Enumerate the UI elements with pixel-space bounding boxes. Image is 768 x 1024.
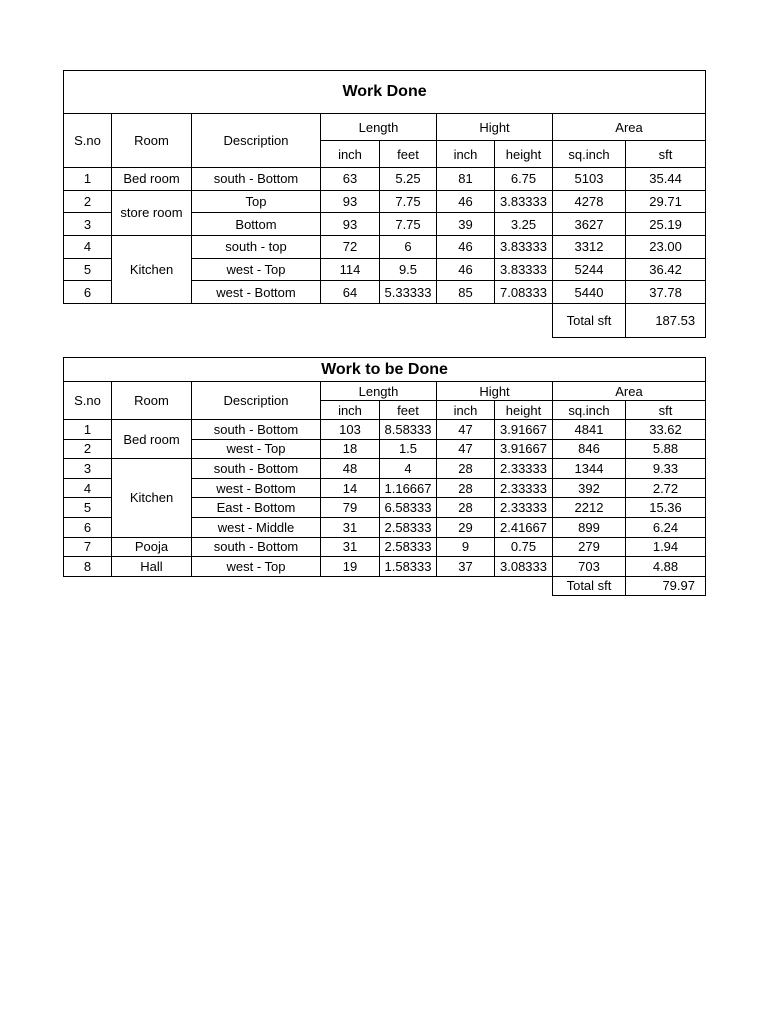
subheader-feet: feet [380,141,437,168]
cell-area-sft: 35.44 [626,168,706,191]
cell-description: west - Bottom [192,478,321,498]
cell-length-feet: 5.33333 [380,281,437,304]
cell-hight-inch: 37 [437,557,495,577]
table-row [64,459,706,479]
cell-area-sqinch: 846 [553,439,626,459]
header-room: Room [112,114,192,168]
cell-hight-inch: 81 [437,168,495,191]
cell-description: East - Bottom [192,498,321,518]
cell-sno: 4 [64,236,112,259]
subheader-sft: sft [626,141,706,168]
header-length: Length [321,114,437,141]
cell-room: Bed room [112,420,192,459]
table-row [64,236,706,259]
header-sno: S.no [64,114,112,168]
cell-hight-height: 3.83333 [495,258,553,281]
cell-hight-inch: 46 [437,190,495,213]
cell-length-feet: 6 [380,236,437,259]
subheader-sqinch: sq.inch [553,401,626,420]
header-area: Area [553,382,706,401]
total-spacer [64,304,553,338]
subheader-inch: inch [321,141,380,168]
cell-area-sft: 23.00 [626,236,706,259]
cell-area-sft: 6.24 [626,517,706,537]
work-done-table [63,70,706,338]
cell-hight-inch: 28 [437,478,495,498]
cell-area-sft: 29.71 [626,190,706,213]
cell-length-feet: 6.58333 [380,498,437,518]
cell-length-inch: 79 [321,498,380,518]
cell-sno: 8 [64,557,112,577]
cell-area-sqinch: 5103 [553,168,626,191]
cell-length-inch: 63 [321,168,380,191]
table-row [64,537,706,557]
header-description: Description [192,114,321,168]
cell-room: Kitchen [112,459,192,537]
cell-hight-inch: 47 [437,420,495,440]
cell-sno: 4 [64,478,112,498]
cell-length-feet: 7.75 [380,213,437,236]
total-value: 187.53 [626,304,706,338]
header-area: Area [553,114,706,141]
cell-hight-height: 2.33333 [495,459,553,479]
cell-description: south - Bottom [192,459,321,479]
cell-hight-height: 7.08333 [495,281,553,304]
cell-area-sqinch: 5440 [553,281,626,304]
cell-hight-height: 2.33333 [495,498,553,518]
cell-area-sft: 15.36 [626,498,706,518]
table-row [64,190,706,213]
cell-length-feet: 1.58333 [380,557,437,577]
cell-description: south - Bottom [192,168,321,191]
cell-sno: 3 [64,459,112,479]
total-spacer [64,576,553,595]
cell-room: Hall [112,557,192,577]
cell-description: west - Top [192,258,321,281]
cell-hight-height: 3.83333 [495,236,553,259]
cell-hight-inch: 85 [437,281,495,304]
header-hight: Hight [437,114,553,141]
cell-area-sft: 25.19 [626,213,706,236]
header-description: Description [192,382,321,420]
cell-hight-height: 3.25 [495,213,553,236]
cell-description: south - Bottom [192,537,321,557]
cell-description: south - Bottom [192,420,321,440]
total-label: Total sft [553,576,626,595]
cell-sno: 6 [64,517,112,537]
cell-sno: 7 [64,537,112,557]
cell-area-sft: 9.33 [626,459,706,479]
cell-room: Kitchen [112,236,192,304]
subheader-sqinch: sq.inch [553,141,626,168]
cell-length-inch: 64 [321,281,380,304]
cell-area-sqinch: 392 [553,478,626,498]
cell-description: west - Middle [192,517,321,537]
table-row [64,557,706,577]
cell-area-sqinch: 3312 [553,236,626,259]
cell-length-feet: 7.75 [380,190,437,213]
total-value: 79.97 [626,576,706,595]
cell-area-sqinch: 5244 [553,258,626,281]
subheader-inch: inch [437,141,495,168]
cell-length-feet: 1.16667 [380,478,437,498]
subheader-height: height [495,401,553,420]
cell-length-inch: 103 [321,420,380,440]
cell-length-inch: 19 [321,557,380,577]
cell-hight-inch: 29 [437,517,495,537]
cell-area-sqinch: 4841 [553,420,626,440]
table-title: Work Done [64,71,706,114]
cell-room: Bed room [112,168,192,191]
cell-area-sft: 33.62 [626,420,706,440]
subheader-inch: inch [437,401,495,420]
header-room: Room [112,382,192,420]
cell-length-inch: 48 [321,459,380,479]
cell-area-sqinch: 2212 [553,498,626,518]
subheader-sft: sft [626,401,706,420]
cell-length-feet: 4 [380,459,437,479]
cell-hight-height: 3.91667 [495,439,553,459]
cell-area-sqinch: 4278 [553,190,626,213]
cell-description: west - Top [192,439,321,459]
cell-sno: 2 [64,190,112,213]
cell-hight-inch: 39 [437,213,495,236]
cell-hight-inch: 47 [437,439,495,459]
cell-area-sqinch: 3627 [553,213,626,236]
cell-hight-height: 3.91667 [495,420,553,440]
cell-length-inch: 72 [321,236,380,259]
cell-hight-height: 6.75 [495,168,553,191]
cell-length-feet: 1.5 [380,439,437,459]
cell-length-feet: 9.5 [380,258,437,281]
total-label: Total sft [553,304,626,338]
cell-hight-inch: 9 [437,537,495,557]
cell-sno: 3 [64,213,112,236]
cell-sno: 2 [64,439,112,459]
cell-sno: 1 [64,168,112,191]
cell-hight-height: 2.41667 [495,517,553,537]
cell-length-inch: 93 [321,213,380,236]
cell-area-sft: 37.78 [626,281,706,304]
cell-length-inch: 114 [321,258,380,281]
cell-sno: 6 [64,281,112,304]
cell-length-inch: 31 [321,537,380,557]
cell-length-feet: 2.58333 [380,537,437,557]
table-row [64,420,706,440]
cell-area-sft: 5.88 [626,439,706,459]
cell-hight-height: 0.75 [495,537,553,557]
cell-hight-inch: 46 [437,236,495,259]
header-hight: Hight [437,382,553,401]
header-length: Length [321,382,437,401]
cell-hight-height: 3.08333 [495,557,553,577]
cell-length-feet: 5.25 [380,168,437,191]
cell-description: Bottom [192,213,321,236]
cell-room: store room [112,190,192,235]
cell-area-sft: 36.42 [626,258,706,281]
cell-sno: 5 [64,498,112,518]
cell-room: Pooja [112,537,192,557]
cell-length-feet: 2.58333 [380,517,437,537]
subheader-feet: feet [380,401,437,420]
subheader-height: height [495,141,553,168]
subheader-inch: inch [321,401,380,420]
cell-length-inch: 18 [321,439,380,459]
cell-hight-inch: 28 [437,459,495,479]
cell-area-sft: 4.88 [626,557,706,577]
header-sno: S.no [64,382,112,420]
cell-length-feet: 8.58333 [380,420,437,440]
cell-description: west - Bottom [192,281,321,304]
cell-area-sqinch: 899 [553,517,626,537]
cell-area-sqinch: 1344 [553,459,626,479]
cell-area-sft: 2.72 [626,478,706,498]
table-row [64,168,706,191]
cell-hight-height: 3.83333 [495,190,553,213]
cell-area-sqinch: 279 [553,537,626,557]
cell-sno: 5 [64,258,112,281]
cell-hight-inch: 28 [437,498,495,518]
cell-length-inch: 93 [321,190,380,213]
table-title: Work to be Done [64,358,706,382]
cell-hight-height: 2.33333 [495,478,553,498]
cell-length-inch: 31 [321,517,380,537]
cell-area-sqinch: 703 [553,557,626,577]
cell-description: south - top [192,236,321,259]
cell-description: west - Top [192,557,321,577]
cell-description: Top [192,190,321,213]
cell-hight-inch: 46 [437,258,495,281]
cell-length-inch: 14 [321,478,380,498]
cell-area-sft: 1.94 [626,537,706,557]
cell-sno: 1 [64,420,112,440]
work-to-be-done-table [63,357,706,596]
